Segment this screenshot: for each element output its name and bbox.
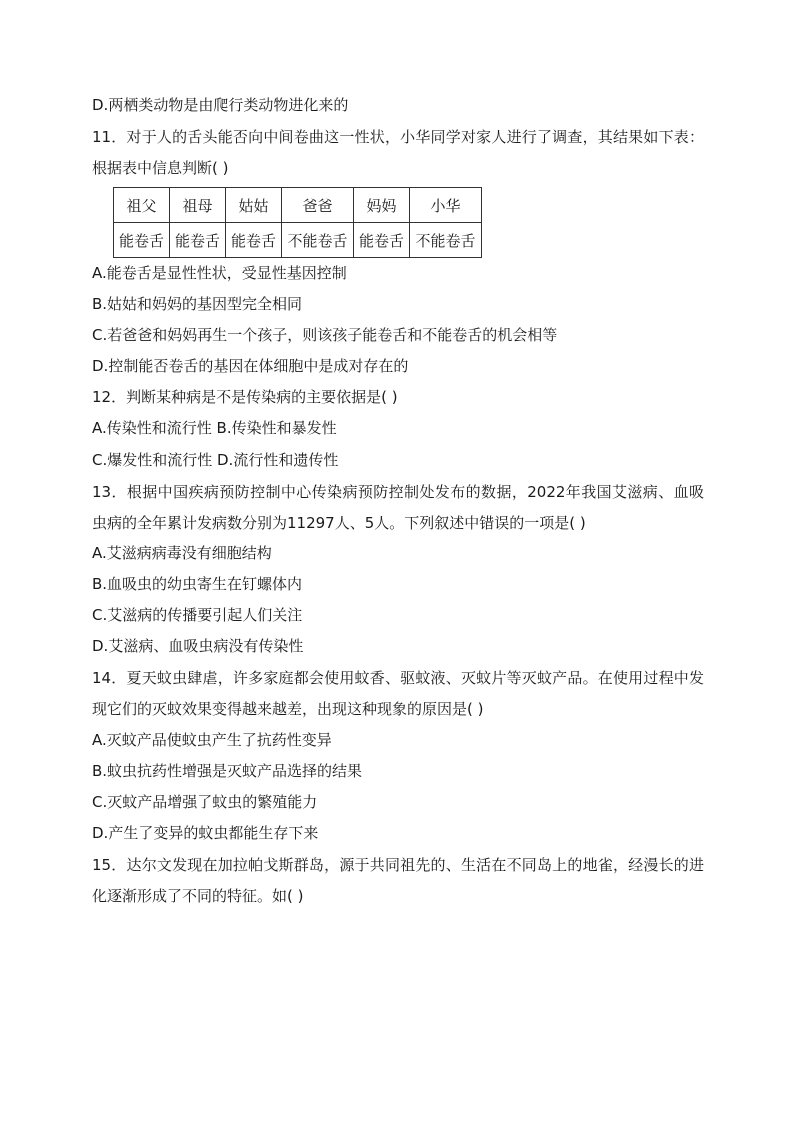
- table-row: [114, 223, 482, 258]
- table-header-cell: 祖母: [170, 188, 226, 223]
- table-header-cell: 祖父: [114, 188, 170, 223]
- table-cell: 能卷舌: [354, 223, 410, 258]
- question-13-option-c: C.艾滋病的传播要引起人们关注: [92, 606, 303, 624]
- question-12-options-ab: A.传染性和流行性 B.传染性和暴发性: [92, 419, 337, 437]
- question-11-option-d: D.控制能否卷舌的基因在体细胞中是成对存在的: [92, 357, 409, 375]
- question-11-option-c: C.若爸爸和妈妈再生一个孩子，则该孩子能卷舌和不能卷舌的机会相等: [92, 326, 558, 344]
- table-header-cell: 小华: [410, 188, 482, 223]
- option-d-previous: D.两栖类动物是由爬行类动物进化来的: [92, 96, 349, 114]
- question-14-option-a: A.灭蚊产品使蚊虫产生了抗药性变异: [92, 731, 332, 749]
- question-12-options-cd: C.爆发性和流行性 D.流行性和遗传性: [92, 451, 339, 469]
- table-header-row: [114, 188, 482, 223]
- question-14-option-c: C.灭蚊产品增强了蚊虫的繁殖能力: [92, 793, 318, 811]
- question-11-option-a: A.能卷舌是显性性状，受显性基因控制: [92, 264, 347, 282]
- question-13-option-d: D.艾滋病、血吸虫病没有传染性: [92, 637, 304, 655]
- table-cell: 不能卷舌: [410, 223, 482, 258]
- table-header-cell: 妈妈: [354, 188, 410, 223]
- table-header-cell: 爸爸: [282, 188, 354, 223]
- question-12-stem: 12．判断某种病是不是传染病的主要依据是( ): [92, 388, 398, 406]
- question-11-option-b: B.姑姑和妈妈的基因型完全相同: [92, 295, 303, 313]
- table-cell: 能卷舌: [170, 223, 226, 258]
- table-header-cell: 姑姑: [226, 188, 282, 223]
- question-14-stem: 14．夏天蚊虫肆虐，许多家庭都会使用蚊香、驱蚊液、灭蚊片等灭蚊产品。在使用过程中发现它们的灭蚊效果变得越来越差，出现这种现象的原因是( ): [92, 669, 704, 718]
- question-13-stem: 13．根据中国疾病预防控制中心传染病预防控制处发布的数据，2022年我国艾滋病、血吸虫病的全年累计发病数分别为11297人、5人。下列叙述中错误的一项是( ): [92, 483, 704, 532]
- question-15-stem: 15．达尔文发现在加拉帕戈斯群岛，源于共同祖先的、生活在不同岛上的地雀，经漫长的进化逐渐形成了不同的特征。如( ): [92, 856, 704, 905]
- question-14-option-d: D.产生了变异的蚊虫都能生存下来: [92, 824, 319, 842]
- question-13-option-a: A.艾滋病病毒没有细胞结构: [92, 544, 272, 562]
- table-cell: 不能卷舌: [282, 223, 354, 258]
- question-13-option-b: B.血吸虫的幼虫寄生在钉螺体内: [92, 575, 303, 593]
- tongue-rolling-survey-table: [113, 187, 482, 258]
- question-11-stem: 11．对于人的舌头能否向中间卷曲这一性状，小华同学对家人进行了调查，其结果如下表：根据表中信息判断( ): [92, 128, 704, 177]
- table-cell: 能卷舌: [226, 223, 282, 258]
- question-14-option-b: B.蚊虫抗药性增强是灭蚊产品选择的结果: [92, 762, 363, 780]
- table-cell: 能卷舌: [114, 223, 170, 258]
